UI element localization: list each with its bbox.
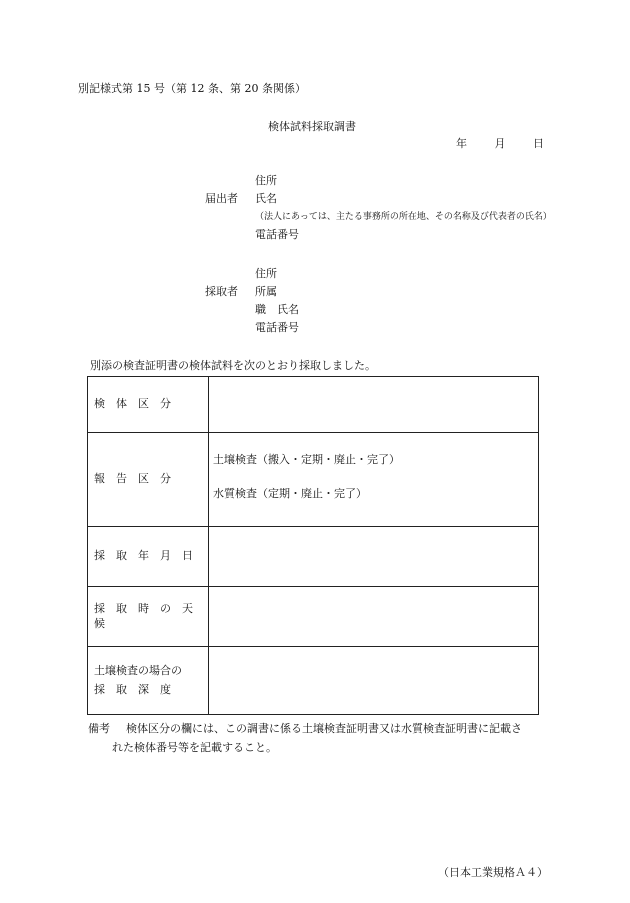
notifier-address-label: 住所 xyxy=(255,174,277,187)
collection-table xyxy=(87,376,539,715)
report-category-label: 報 告 区 分 xyxy=(88,433,209,527)
table-row xyxy=(88,527,539,587)
collector-role-label: 採取者 xyxy=(205,285,238,298)
note-line1: 検体区分の欄には、この調書に係る土壌検査証明書又は水質検査証明書に記載さ xyxy=(126,722,522,735)
note-label: 備考 xyxy=(88,722,110,735)
collection-date-field[interactable] xyxy=(209,527,539,587)
date-year-label: 年 xyxy=(456,137,467,150)
date-line xyxy=(456,137,544,151)
notifier-phone-label: 電話番号 xyxy=(255,228,299,241)
date-day-label: 日 xyxy=(533,137,544,150)
sample-category-label: 検 体 区 分 xyxy=(88,377,209,433)
water-inspection-option[interactable]: 水質検査（定期・廃止・完了） xyxy=(213,486,367,500)
depth-label xyxy=(88,647,209,715)
collector-phone-label: 電話番号 xyxy=(255,321,299,334)
notifier-name-label: 氏名 xyxy=(255,192,277,205)
collector-address-label: 住所 xyxy=(255,267,277,280)
depth-field[interactable] xyxy=(209,647,539,715)
table-row xyxy=(88,647,539,715)
table-row xyxy=(88,587,539,647)
notifier-block xyxy=(205,174,565,246)
note-line2: れた検体番号等を記載すること。 xyxy=(112,741,277,754)
weather-field[interactable] xyxy=(209,587,539,647)
depth-label-line1: 土壌検査の場合の xyxy=(94,664,182,678)
form-reference: 別記様式第 15 号（第 12 条、第 20 条関係） xyxy=(78,82,306,95)
footer-standard: （日本工業規格Ａ４） xyxy=(438,866,548,879)
collector-block xyxy=(205,267,565,339)
date-month-label: 月 xyxy=(494,137,506,150)
collection-date-label: 採 取 年 月 日 xyxy=(88,527,209,587)
collector-affiliation-label: 所属 xyxy=(255,285,277,298)
soil-inspection-option[interactable]: 土壌検査（搬入・定期・廃止・完了） xyxy=(213,452,400,466)
collector-title-name-label: 職 氏名 xyxy=(255,303,299,316)
notifier-corporate-note: （法人にあっては、主たる事務所の所在地、その名称及び代表者の氏名） xyxy=(255,212,552,222)
table-row xyxy=(88,433,539,527)
document-title: 検体試料採取調書 xyxy=(268,120,356,133)
depth-label-line2: 採 取 深 度 xyxy=(94,682,171,696)
table-row xyxy=(88,377,539,433)
report-category-field[interactable] xyxy=(209,433,539,527)
notifier-role-label: 届出者 xyxy=(205,192,238,205)
sample-category-field[interactable] xyxy=(209,377,539,433)
weather-label: 採 取 時 の 天 候 xyxy=(88,587,209,647)
intro-text: 別添の検査証明書の検体試料を次のとおり採取しました。 xyxy=(90,359,376,372)
